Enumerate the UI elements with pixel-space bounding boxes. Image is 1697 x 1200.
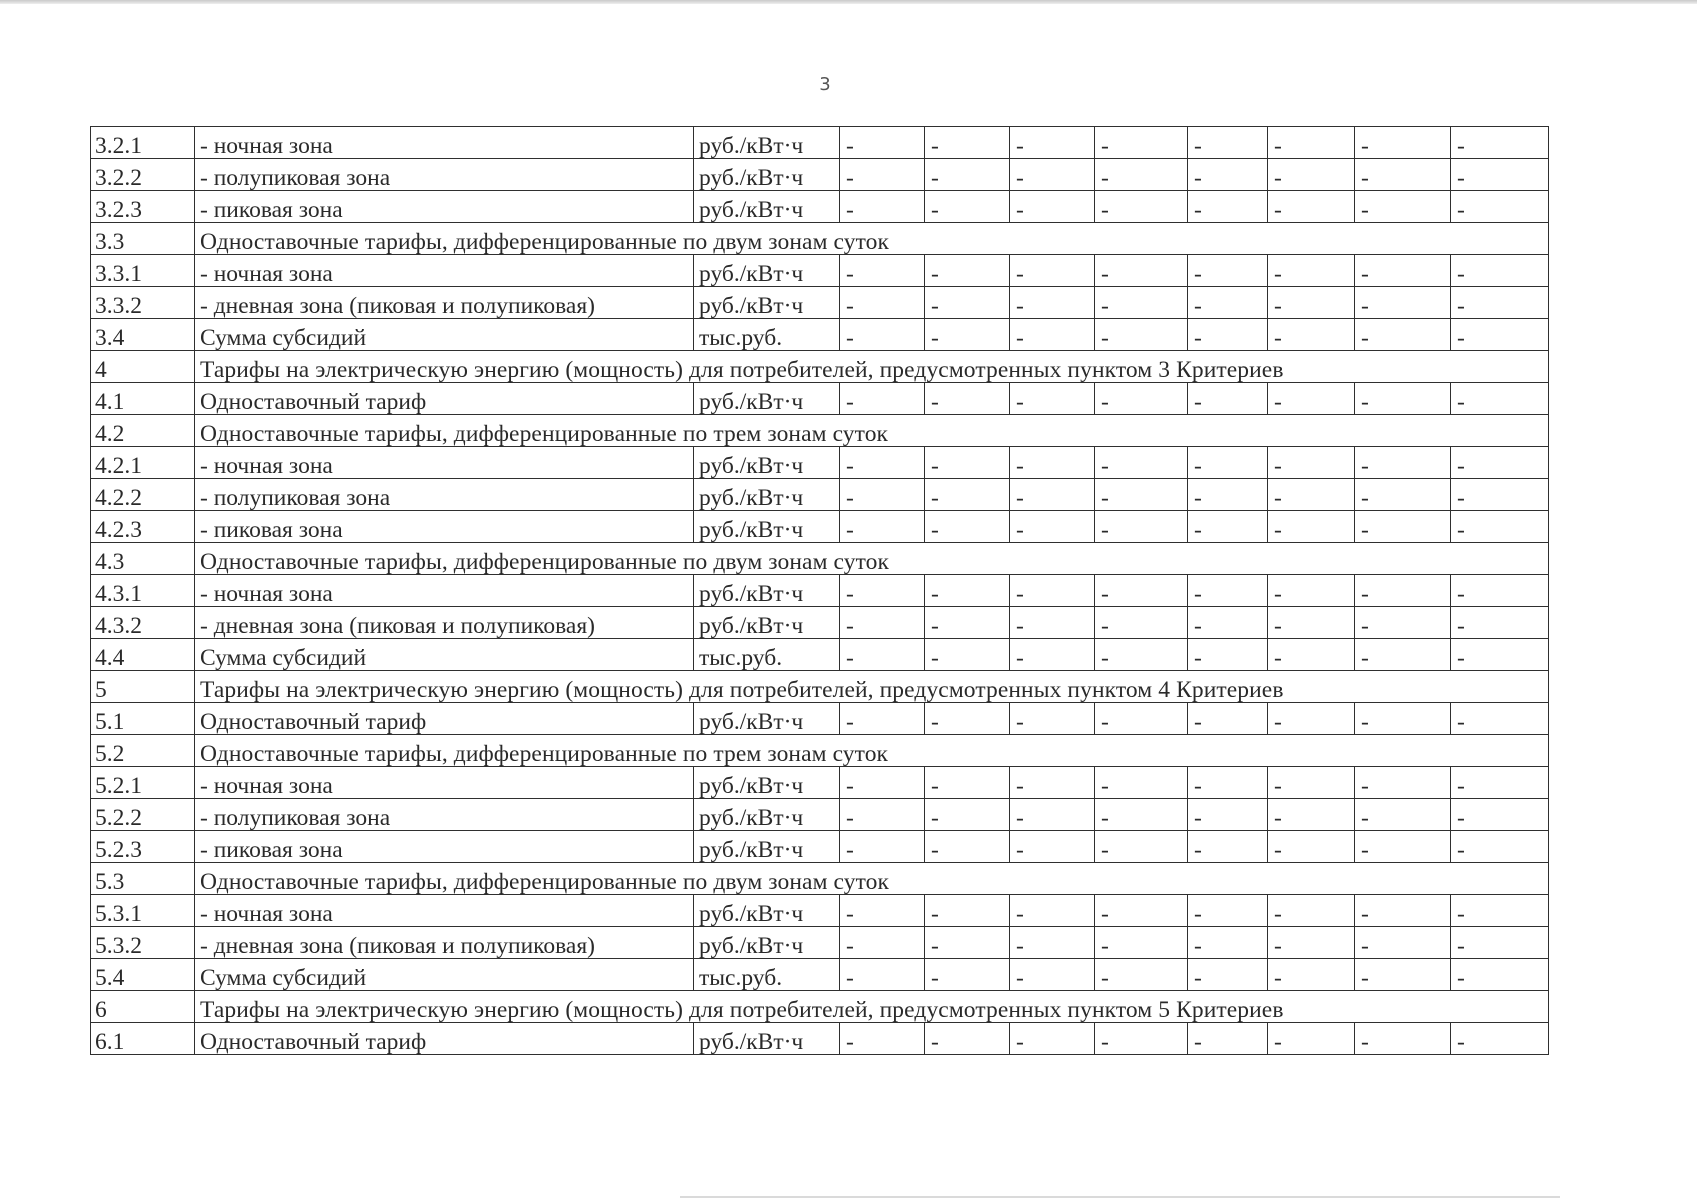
- indicator-name: - полупиковая зона: [195, 159, 694, 191]
- value-cell: -: [1268, 799, 1355, 831]
- value-cell: -: [1095, 799, 1188, 831]
- value-cell: -: [1355, 799, 1451, 831]
- value-cell: -: [840, 127, 925, 159]
- unit-cell: руб./кВт·ч: [694, 799, 840, 831]
- value-cell: -: [1188, 703, 1268, 735]
- value-cell: -: [840, 703, 925, 735]
- value-cell: -: [1095, 1023, 1188, 1055]
- row-number: 4.4: [91, 639, 195, 671]
- value-cell: -: [1451, 447, 1549, 479]
- value-cell: -: [925, 159, 1010, 191]
- value-cell: -: [1188, 831, 1268, 863]
- value-cell: -: [840, 287, 925, 319]
- value-cell: -: [1010, 575, 1095, 607]
- indicator-name: - полупиковая зона: [195, 799, 694, 831]
- value-cell: -: [1451, 287, 1549, 319]
- value-cell: -: [1010, 255, 1095, 287]
- value-cell: -: [1095, 959, 1188, 991]
- row-number: 6: [91, 991, 195, 1023]
- row-number: 4.3: [91, 543, 195, 575]
- value-cell: -: [1010, 447, 1095, 479]
- unit-cell: руб./кВт·ч: [694, 255, 840, 287]
- unit-cell: руб./кВт·ч: [694, 703, 840, 735]
- indicator-name: - ночная зона: [195, 127, 694, 159]
- value-cell: -: [1095, 191, 1188, 223]
- value-cell: -: [840, 319, 925, 351]
- tariff-table-body: [91, 127, 1549, 1055]
- unit-cell: руб./кВт·ч: [694, 159, 840, 191]
- value-cell: -: [1355, 607, 1451, 639]
- value-cell: -: [1268, 511, 1355, 543]
- row-number: 5.2.2: [91, 799, 195, 831]
- section-title: Одноставочные тарифы, дифференцированные по двум зонам суток: [195, 543, 1549, 575]
- table-row: [91, 767, 1549, 799]
- value-cell: -: [1010, 511, 1095, 543]
- value-cell: -: [1188, 511, 1268, 543]
- value-cell: -: [1095, 831, 1188, 863]
- value-cell: -: [1451, 479, 1549, 511]
- value-cell: -: [1188, 447, 1268, 479]
- value-cell: -: [840, 383, 925, 415]
- value-cell: -: [1188, 191, 1268, 223]
- indicator-name: - ночная зона: [195, 895, 694, 927]
- value-cell: -: [1355, 575, 1451, 607]
- value-cell: -: [840, 799, 925, 831]
- value-cell: -: [925, 831, 1010, 863]
- indicator-name: Сумма субсидий: [195, 959, 694, 991]
- table-row: [91, 479, 1549, 511]
- value-cell: -: [1095, 447, 1188, 479]
- value-cell: -: [1188, 127, 1268, 159]
- row-number: 5.3: [91, 863, 195, 895]
- value-cell: -: [1010, 831, 1095, 863]
- row-number: 4.2: [91, 415, 195, 447]
- value-cell: -: [1451, 319, 1549, 351]
- value-cell: -: [1268, 575, 1355, 607]
- value-cell: -: [840, 607, 925, 639]
- value-cell: -: [1355, 287, 1451, 319]
- value-cell: -: [1188, 927, 1268, 959]
- row-number: 3.2.3: [91, 191, 195, 223]
- table-row: [91, 447, 1549, 479]
- indicator-name: Одноставочный тариф: [195, 383, 694, 415]
- value-cell: -: [1188, 799, 1268, 831]
- value-cell: -: [1010, 191, 1095, 223]
- value-cell: -: [1355, 927, 1451, 959]
- indicator-name: - пиковая зона: [195, 831, 694, 863]
- value-cell: -: [925, 575, 1010, 607]
- value-cell: -: [1268, 767, 1355, 799]
- value-cell: -: [1355, 447, 1451, 479]
- unit-cell: тыс.руб.: [694, 639, 840, 671]
- value-cell: -: [1095, 255, 1188, 287]
- value-cell: -: [925, 127, 1010, 159]
- value-cell: -: [1355, 159, 1451, 191]
- value-cell: -: [1355, 383, 1451, 415]
- row-number: 5.2: [91, 735, 195, 767]
- value-cell: -: [1268, 383, 1355, 415]
- section-row: [91, 863, 1549, 895]
- value-cell: -: [1268, 479, 1355, 511]
- section-title: Тарифы на электрическую энергию (мощность) для потребителей, предусмотренных пунктом 4 Критериев: [195, 671, 1549, 703]
- value-cell: -: [925, 287, 1010, 319]
- indicator-name: Одноставочный тариф: [195, 1023, 694, 1055]
- row-number: 4.2.1: [91, 447, 195, 479]
- value-cell: -: [840, 1023, 925, 1055]
- value-cell: -: [1188, 319, 1268, 351]
- value-cell: -: [840, 479, 925, 511]
- value-cell: -: [925, 639, 1010, 671]
- row-number: 3.3: [91, 223, 195, 255]
- table-row: [91, 959, 1549, 991]
- row-number: 3.3.2: [91, 287, 195, 319]
- value-cell: -: [1355, 511, 1451, 543]
- value-cell: -: [925, 895, 1010, 927]
- value-cell: -: [1355, 319, 1451, 351]
- value-cell: -: [1188, 159, 1268, 191]
- indicator-name: Сумма субсидий: [195, 639, 694, 671]
- value-cell: -: [925, 383, 1010, 415]
- table-row: [91, 383, 1549, 415]
- indicator-name: Одноставочный тариф: [195, 703, 694, 735]
- value-cell: -: [1355, 191, 1451, 223]
- unit-cell: руб./кВт·ч: [694, 1023, 840, 1055]
- table-row: [91, 319, 1549, 351]
- section-row: [91, 991, 1549, 1023]
- unit-cell: руб./кВт·ч: [694, 831, 840, 863]
- row-number: 6.1: [91, 1023, 195, 1055]
- unit-cell: руб./кВт·ч: [694, 287, 840, 319]
- value-cell: -: [1010, 927, 1095, 959]
- value-cell: -: [840, 447, 925, 479]
- section-title: Одноставочные тарифы, дифференцированные по двум зонам суток: [195, 223, 1549, 255]
- value-cell: -: [1095, 287, 1188, 319]
- value-cell: -: [925, 255, 1010, 287]
- value-cell: -: [1355, 767, 1451, 799]
- row-number: 4: [91, 351, 195, 383]
- row-number: 4.2.2: [91, 479, 195, 511]
- value-cell: -: [840, 959, 925, 991]
- indicator-name: - дневная зона (пиковая и полупиковая): [195, 287, 694, 319]
- value-cell: -: [840, 767, 925, 799]
- unit-cell: тыс.руб.: [694, 959, 840, 991]
- value-cell: -: [1451, 511, 1549, 543]
- value-cell: -: [1010, 639, 1095, 671]
- value-cell: -: [1268, 159, 1355, 191]
- indicator-name: - дневная зона (пиковая и полупиковая): [195, 927, 694, 959]
- row-number: 5: [91, 671, 195, 703]
- value-cell: -: [1010, 479, 1095, 511]
- value-cell: -: [840, 191, 925, 223]
- value-cell: -: [1010, 607, 1095, 639]
- value-cell: -: [1355, 959, 1451, 991]
- value-cell: -: [1188, 1023, 1268, 1055]
- row-number: 4.3.2: [91, 607, 195, 639]
- value-cell: -: [1010, 1023, 1095, 1055]
- indicator-name: - ночная зона: [195, 255, 694, 287]
- value-cell: -: [1451, 703, 1549, 735]
- value-cell: -: [1188, 575, 1268, 607]
- value-cell: -: [1010, 767, 1095, 799]
- value-cell: -: [1095, 895, 1188, 927]
- value-cell: -: [1451, 799, 1549, 831]
- unit-cell: руб./кВт·ч: [694, 511, 840, 543]
- indicator-name: - ночная зона: [195, 575, 694, 607]
- section-row: [91, 351, 1549, 383]
- value-cell: -: [1451, 927, 1549, 959]
- value-cell: -: [1355, 127, 1451, 159]
- value-cell: -: [1355, 479, 1451, 511]
- value-cell: -: [840, 831, 925, 863]
- row-number: 5.3.2: [91, 927, 195, 959]
- value-cell: -: [1010, 159, 1095, 191]
- value-cell: -: [1010, 287, 1095, 319]
- value-cell: -: [1268, 1023, 1355, 1055]
- value-cell: -: [1095, 767, 1188, 799]
- value-cell: -: [1095, 127, 1188, 159]
- value-cell: -: [925, 607, 1010, 639]
- value-cell: -: [925, 767, 1010, 799]
- value-cell: -: [1451, 191, 1549, 223]
- indicator-name: - ночная зона: [195, 447, 694, 479]
- indicator-name: - полупиковая зона: [195, 479, 694, 511]
- value-cell: -: [925, 479, 1010, 511]
- value-cell: -: [1095, 927, 1188, 959]
- table-row: [91, 927, 1549, 959]
- value-cell: -: [1188, 607, 1268, 639]
- value-cell: -: [925, 319, 1010, 351]
- unit-cell: руб./кВт·ч: [694, 895, 840, 927]
- value-cell: -: [925, 703, 1010, 735]
- value-cell: -: [840, 159, 925, 191]
- unit-cell: тыс.руб.: [694, 319, 840, 351]
- value-cell: -: [1355, 255, 1451, 287]
- scan-edge-bottom: [680, 1196, 1560, 1198]
- value-cell: -: [1268, 255, 1355, 287]
- section-row: [91, 223, 1549, 255]
- value-cell: -: [1451, 575, 1549, 607]
- value-cell: -: [1095, 319, 1188, 351]
- value-cell: -: [1268, 959, 1355, 991]
- section-row: [91, 671, 1549, 703]
- unit-cell: руб./кВт·ч: [694, 127, 840, 159]
- unit-cell: руб./кВт·ч: [694, 191, 840, 223]
- table-row: [91, 127, 1549, 159]
- value-cell: -: [1451, 639, 1549, 671]
- table-row: [91, 287, 1549, 319]
- value-cell: -: [1451, 767, 1549, 799]
- value-cell: -: [925, 1023, 1010, 1055]
- table-row: [91, 159, 1549, 191]
- row-number: 5.1: [91, 703, 195, 735]
- value-cell: -: [1268, 127, 1355, 159]
- value-cell: -: [925, 799, 1010, 831]
- section-row: [91, 735, 1549, 767]
- table-row: [91, 831, 1549, 863]
- value-cell: -: [1188, 383, 1268, 415]
- row-number: 3.4: [91, 319, 195, 351]
- value-cell: -: [1451, 255, 1549, 287]
- value-cell: -: [1188, 287, 1268, 319]
- value-cell: -: [1095, 575, 1188, 607]
- value-cell: -: [925, 927, 1010, 959]
- table-row: [91, 703, 1549, 735]
- value-cell: -: [1095, 511, 1188, 543]
- table-row: [91, 799, 1549, 831]
- value-cell: -: [1268, 607, 1355, 639]
- value-cell: -: [1095, 383, 1188, 415]
- unit-cell: руб./кВт·ч: [694, 927, 840, 959]
- page-number: 3: [819, 74, 831, 95]
- value-cell: -: [1451, 959, 1549, 991]
- row-number: 4.2.3: [91, 511, 195, 543]
- row-number: 5.3.1: [91, 895, 195, 927]
- value-cell: -: [1268, 319, 1355, 351]
- section-title: Тарифы на электрическую энергию (мощность) для потребителей, предусмотренных пунктом 5 Критериев: [195, 991, 1549, 1023]
- tariff-table: [90, 126, 1549, 1055]
- value-cell: -: [1095, 639, 1188, 671]
- value-cell: -: [1268, 447, 1355, 479]
- value-cell: -: [840, 927, 925, 959]
- value-cell: -: [1451, 127, 1549, 159]
- unit-cell: руб./кВт·ч: [694, 767, 840, 799]
- value-cell: -: [1268, 191, 1355, 223]
- value-cell: -: [1188, 895, 1268, 927]
- value-cell: -: [1355, 831, 1451, 863]
- value-cell: -: [1268, 639, 1355, 671]
- row-number: 5.2.1: [91, 767, 195, 799]
- section-row: [91, 415, 1549, 447]
- value-cell: -: [1010, 799, 1095, 831]
- section-row: [91, 543, 1549, 575]
- table-row: [91, 255, 1549, 287]
- row-number: 4.3.1: [91, 575, 195, 607]
- value-cell: -: [840, 895, 925, 927]
- scan-edge-top: [0, 0, 1697, 4]
- value-cell: -: [1355, 1023, 1451, 1055]
- section-title: Одноставочные тарифы, дифференцированные по трем зонам суток: [195, 415, 1549, 447]
- section-title: Одноставочные тарифы, дифференцированные по трем зонам суток: [195, 735, 1549, 767]
- value-cell: -: [925, 959, 1010, 991]
- value-cell: -: [1010, 703, 1095, 735]
- value-cell: -: [1451, 831, 1549, 863]
- value-cell: -: [1095, 479, 1188, 511]
- value-cell: -: [1188, 479, 1268, 511]
- value-cell: -: [1451, 159, 1549, 191]
- value-cell: -: [1188, 639, 1268, 671]
- indicator-name: Сумма субсидий: [195, 319, 694, 351]
- unit-cell: руб./кВт·ч: [694, 575, 840, 607]
- row-number: 3.2.2: [91, 159, 195, 191]
- row-number: 3.2.1: [91, 127, 195, 159]
- unit-cell: руб./кВт·ч: [694, 383, 840, 415]
- value-cell: -: [840, 575, 925, 607]
- value-cell: -: [840, 639, 925, 671]
- value-cell: -: [1010, 383, 1095, 415]
- indicator-name: - пиковая зона: [195, 511, 694, 543]
- value-cell: -: [1268, 927, 1355, 959]
- indicator-name: - пиковая зона: [195, 191, 694, 223]
- value-cell: -: [1355, 895, 1451, 927]
- table-row: [91, 607, 1549, 639]
- table-row: [91, 1023, 1549, 1055]
- value-cell: -: [1268, 287, 1355, 319]
- value-cell: -: [1451, 607, 1549, 639]
- value-cell: -: [1095, 607, 1188, 639]
- value-cell: -: [1010, 127, 1095, 159]
- section-title: Одноставочные тарифы, дифференцированные по двум зонам суток: [195, 863, 1549, 895]
- indicator-name: - ночная зона: [195, 767, 694, 799]
- value-cell: -: [840, 511, 925, 543]
- value-cell: -: [1451, 1023, 1549, 1055]
- value-cell: -: [1188, 255, 1268, 287]
- value-cell: -: [1268, 703, 1355, 735]
- value-cell: -: [925, 447, 1010, 479]
- value-cell: -: [1355, 639, 1451, 671]
- table-row: [91, 191, 1549, 223]
- section-title: Тарифы на электрическую энергию (мощность) для потребителей, предусмотренных пунктом 3 Критериев: [195, 351, 1549, 383]
- value-cell: -: [1451, 895, 1549, 927]
- value-cell: -: [1355, 703, 1451, 735]
- unit-cell: руб./кВт·ч: [694, 607, 840, 639]
- value-cell: -: [1095, 159, 1188, 191]
- value-cell: -: [1188, 767, 1268, 799]
- table-row: [91, 639, 1549, 671]
- row-number: 5.2.3: [91, 831, 195, 863]
- table-row: [91, 895, 1549, 927]
- value-cell: -: [1095, 703, 1188, 735]
- value-cell: -: [1010, 895, 1095, 927]
- value-cell: -: [925, 191, 1010, 223]
- row-number: 4.1: [91, 383, 195, 415]
- value-cell: -: [1268, 831, 1355, 863]
- unit-cell: руб./кВт·ч: [694, 447, 840, 479]
- table-row: [91, 575, 1549, 607]
- table-row: [91, 511, 1549, 543]
- row-number: 3.3.1: [91, 255, 195, 287]
- value-cell: -: [1268, 895, 1355, 927]
- indicator-name: - дневная зона (пиковая и полупиковая): [195, 607, 694, 639]
- unit-cell: руб./кВт·ч: [694, 479, 840, 511]
- value-cell: -: [1188, 959, 1268, 991]
- value-cell: -: [840, 255, 925, 287]
- value-cell: -: [1010, 319, 1095, 351]
- value-cell: -: [1451, 383, 1549, 415]
- row-number: 5.4: [91, 959, 195, 991]
- value-cell: -: [1010, 959, 1095, 991]
- value-cell: -: [925, 511, 1010, 543]
